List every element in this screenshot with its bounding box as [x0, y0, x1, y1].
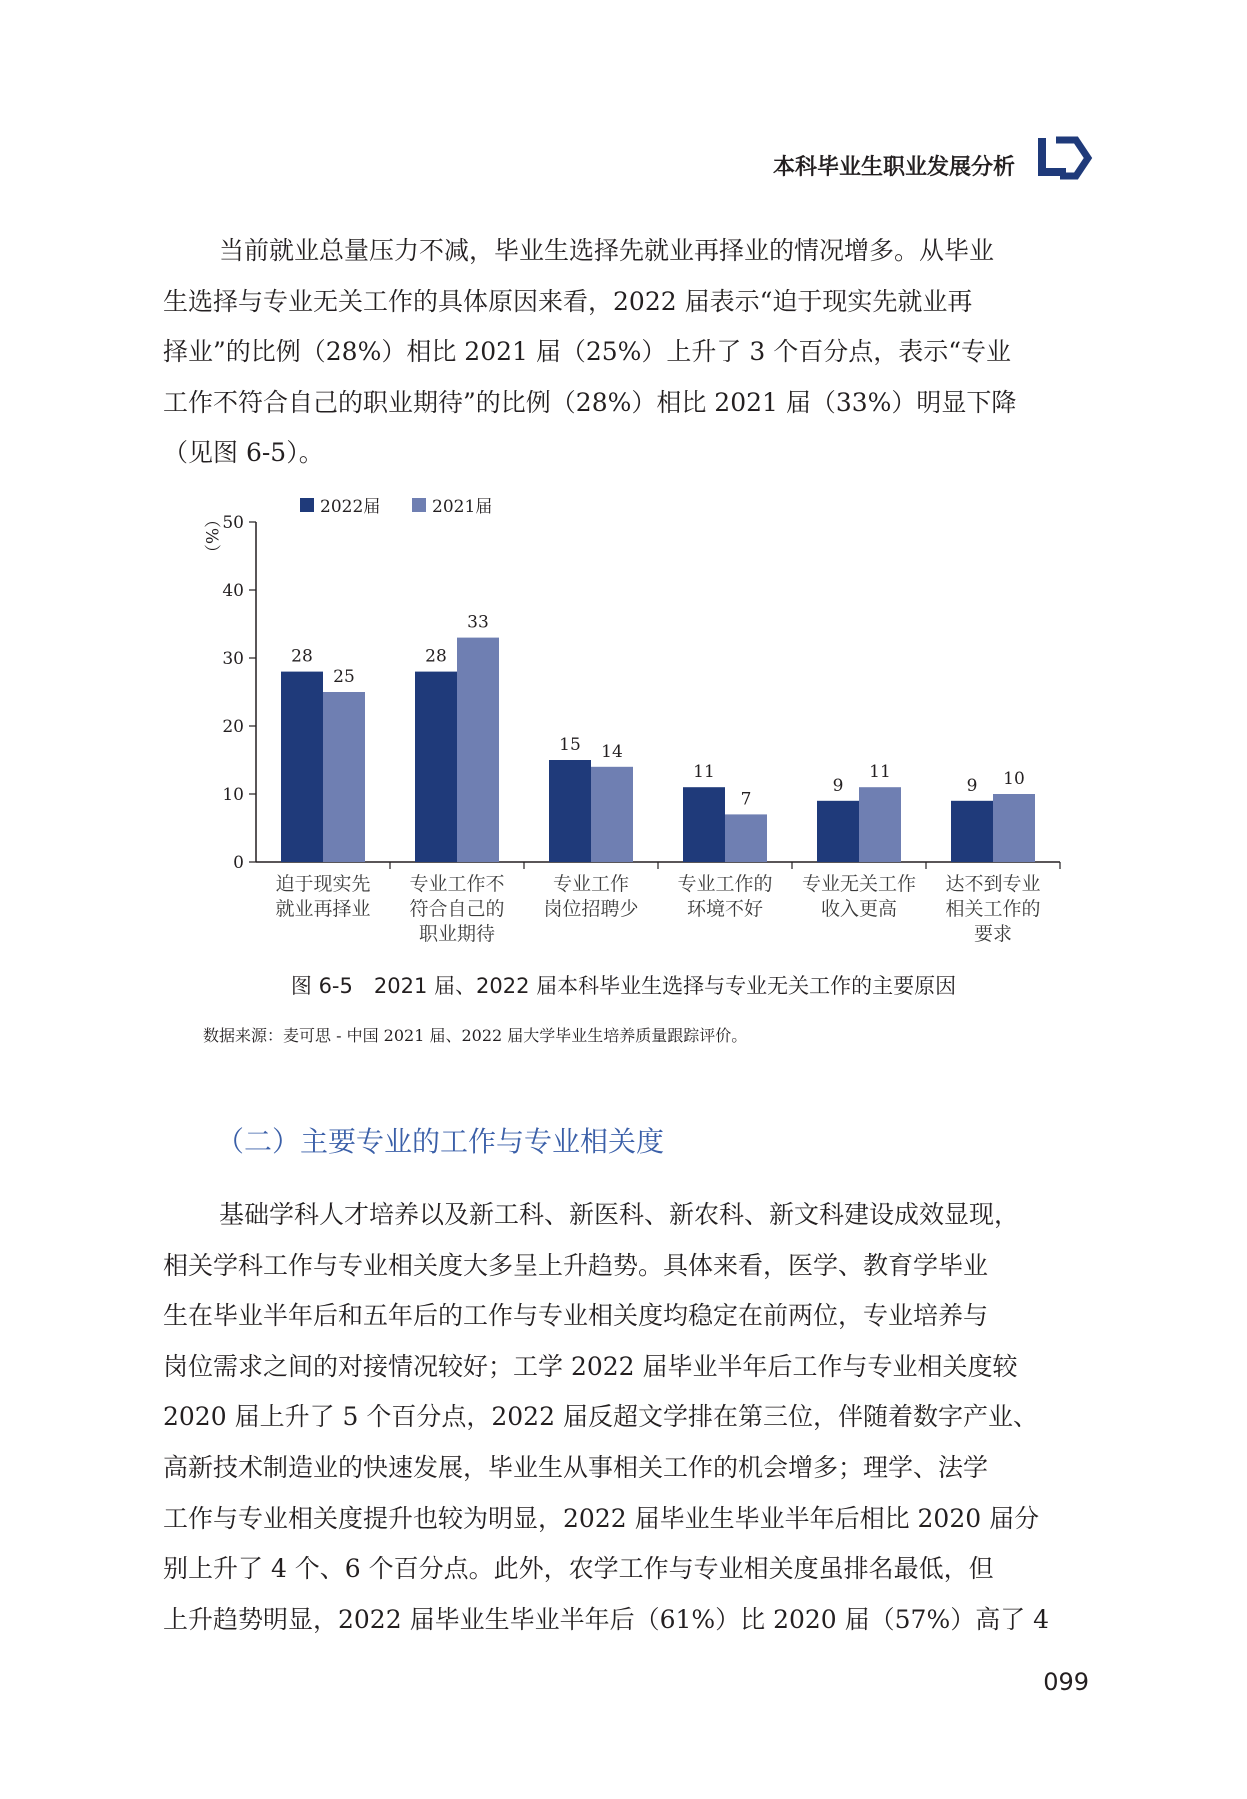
y-axis-label: （%）: [201, 510, 221, 562]
running-header-title: 本科毕业生职业发展分析: [772, 155, 1015, 180]
x-tick-label: 达不到专业: [945, 873, 1041, 895]
paragraph-2: [163, 1190, 1091, 1645]
data-label: 33: [467, 612, 489, 633]
data-label: 25: [333, 667, 355, 687]
bar: [415, 672, 457, 862]
bar: [281, 672, 323, 862]
paragraph-2-line: 生在毕业半年后和五年后的工作与专业相关度均稳定在前两位，专业培养与: [163, 1301, 989, 1331]
data-label: 28: [425, 646, 447, 667]
legend-swatch: [412, 498, 426, 512]
paragraph-2-line: 工作与专业相关度提升也较为明显，2022 届毕业生毕业半年后相比 2020 届分: [163, 1503, 1040, 1533]
bar: [549, 760, 591, 862]
data-label: 9: [966, 775, 978, 796]
paragraph-2-line: 别上升了 4 个、6 个百分点。此外，农学工作与专业相关度虽排名最低，但: [163, 1554, 994, 1584]
figure-source: 数据来源：麦可思 - 中国 2021 届、2022 届大学毕业生培养质量跟踪评价。: [203, 1026, 748, 1045]
paragraph-1-line: 工作不符合自己的职业期待”的比例（28%）相比 2021 届（33%）明显下降: [163, 387, 1017, 417]
x-tick-label: 相关工作的: [945, 898, 1041, 920]
bar: [683, 787, 725, 862]
x-tick-label: 环境不好: [686, 898, 764, 920]
legend-swatch: [300, 498, 314, 512]
data-label: 11: [869, 762, 891, 783]
x-tick-label: 专业无关工作: [801, 873, 917, 895]
y-tick-label: 50: [222, 513, 244, 533]
legend-label: 2022届: [320, 497, 381, 517]
y-tick-label: 20: [222, 717, 244, 737]
data-label: 28: [291, 646, 313, 667]
x-tick-label: 专业工作的: [677, 873, 773, 895]
y-tick-label: 40: [222, 581, 244, 601]
bar: [817, 801, 859, 862]
paragraph-2-line: 岗位需求之间的对接情况较好；工学 2022 届毕业半年后工作与专业相关度较: [163, 1351, 1018, 1381]
bar: [457, 638, 499, 862]
bar: [951, 801, 993, 862]
paragraph-1-line: 生选择与专业无关工作的具体原因来看，2022 届表示“迫于现实先就业再: [163, 286, 973, 316]
bar: [725, 814, 767, 862]
bar: [859, 787, 901, 862]
chapter-logo-icon: [1036, 134, 1094, 182]
paragraph-1-line: （见图 6-5）。: [163, 438, 324, 468]
x-tick-label: 要求: [973, 923, 1013, 945]
paragraph-2-line: 上升趋势明显，2022 届毕业生毕业半年后（61%）比 2020 届（57%）高了 4: [163, 1604, 1050, 1634]
paragraph-2-line: 2020 届上升了 5 个百分点，2022 届反超文学排在第三位，伴随着数字产业、: [163, 1402, 1038, 1432]
data-label: 11: [693, 762, 715, 783]
x-tick-label: 迫于现实先: [275, 873, 371, 895]
paragraph-2-line: 基础学科人才培养以及新工科、新医科、新农科、新文科建设成效显现，: [219, 1200, 1020, 1229]
bar: [591, 767, 633, 862]
x-tick-label: 岗位招聘少: [543, 898, 639, 920]
bar-chart: [160, 488, 1080, 958]
paragraph-1-line: 择业”的比例（28%）相比 2021 届（25%）上升了 3 个百分点，表示“专业: [163, 337, 1012, 367]
figure-caption: 图 6-5 2021 届、2022 届本科毕业生选择与专业无关工作的主要原因: [290, 974, 957, 998]
y-tick-label: 30: [222, 649, 244, 669]
paragraph-1: [163, 226, 1091, 479]
data-label: 14: [601, 741, 623, 762]
legend-label: 2021届: [432, 497, 493, 517]
y-tick-label: 0: [233, 853, 244, 873]
chart-container: [160, 488, 1080, 958]
data-label: 15: [559, 735, 581, 755]
x-tick-label: 专业工作不: [409, 873, 505, 895]
x-tick-label: 专业工作: [552, 873, 630, 895]
data-label: 10: [1003, 769, 1025, 789]
y-tick-label: 10: [222, 785, 244, 805]
paragraph-2-line: 相关学科工作与专业相关度大多呈上升趋势。具体来看，医学、教育学毕业: [163, 1250, 989, 1280]
paragraph-2-line: 高新技术制造业的快速发展，毕业生从事相关工作的机会增多；理学、法学: [163, 1452, 989, 1482]
x-tick-label: 职业期待: [418, 923, 496, 945]
data-label: 7: [740, 789, 752, 810]
x-tick-label: 就业再择业: [275, 898, 371, 920]
x-tick-label: 收入更高: [820, 898, 898, 920]
bar: [993, 794, 1035, 862]
data-label: 9: [832, 775, 844, 796]
bar: [323, 692, 365, 862]
paragraph-1-line: 当前就业总量压力不减，毕业生选择先就业再择业的情况增多。从毕业: [219, 236, 995, 265]
x-tick-label: 符合自己的: [409, 898, 505, 920]
page-number: 099: [1043, 1668, 1089, 1696]
section-heading: （二）主要专业的工作与专业相关度: [216, 1125, 665, 1158]
